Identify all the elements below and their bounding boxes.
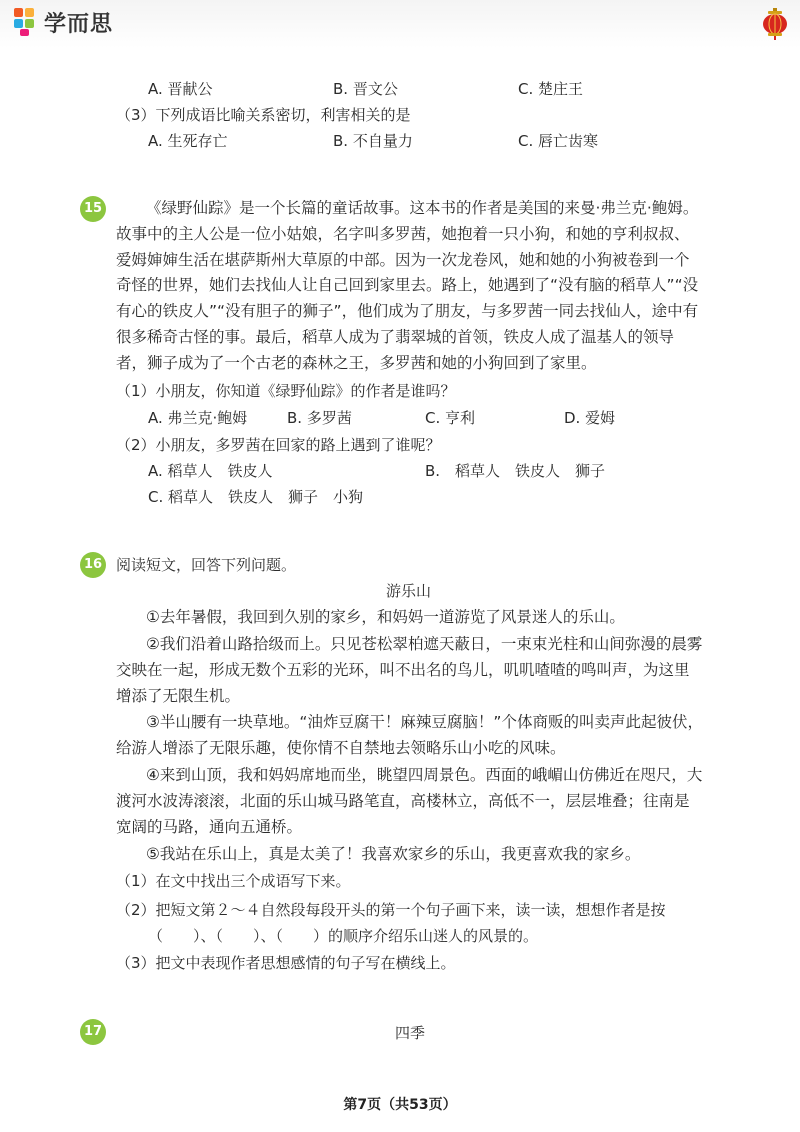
brand-name: 学而思	[44, 11, 114, 37]
q16-sub2-question: （2）把短文第２～４自然段每段开头的第一个句子画下来，读一读，想想作者是按	[116, 901, 666, 919]
q15-sub1-option-d: D. 爱姆	[564, 409, 616, 427]
q16-paragraph-2-text: ②我们沿着山路拾级而上。只见苍松翠柏遮天蔽日，一束束光柱和山间弥漫的晨雾交映在一起，形成无数个五彩的光环，叫不出名的鸟儿，叽叽喳喳的鸣叫声，为这里增添了无限生机。	[116, 635, 703, 705]
page-number: 第7页（共53页）	[343, 1097, 457, 1113]
q16-sub1-question: （1）在文中找出三个成语写下来。	[116, 872, 351, 890]
q16-paragraph-4-text: ④来到山顶，我和妈妈席地而坐，眺望四周景色。西面的峨嵋山仿佛近在咫尺，大渡河水波涛滚滚，北面的乐山城马路笔直，高楼林立，高低不一，层层堆叠；往南是宽阔的马路，通向五通桥。	[116, 766, 703, 836]
q15-sub1-option-a: A. 弗兰克·鲍姆	[148, 409, 248, 427]
q15-sub2-option-c: C. 稻草人 铁皮人 狮子 小狗	[148, 488, 364, 506]
q16-paragraph-2	[116, 632, 704, 709]
q16-instruction: 阅读短文，回答下列问题。	[116, 556, 297, 574]
q14-option-b: B. 晋文公	[333, 80, 398, 98]
q16-paragraph-5-text: ⑤我站在乐山上，真是太美了！我喜欢家乡的乐山，我更喜欢我的家乡。	[146, 845, 641, 863]
q16-sub2-continuation: （ ）、（ ）、（ ）的顺序介绍乐山迷人的风景的。	[148, 927, 539, 945]
q16-paragraph-3-text: ③半山腰有一块草地。“油炸豆腐干！麻辣豆腐脑！”个体商贩的叫卖声此起彼伏，给游人增添了无限乐趣，使你情不自禁地去领略乐山小吃的风味。	[116, 713, 703, 757]
q16-paragraph-5	[116, 842, 704, 868]
q15-sub1-question: （1）小朋友，你知道《绿野仙踪》的作者是谁吗？	[116, 382, 456, 400]
q15-sub1-option-b: B. 多罗茜	[287, 409, 352, 427]
q16-paragraph-1-text: ①去年暑假，我回到久别的家乡，和妈妈一道游览了风景迷人的乐山。	[146, 608, 625, 626]
q15-sub2-option-b: B. 稻草人 铁皮人 狮子	[425, 462, 606, 480]
q15-sub2-option-a: A. 稻草人 铁皮人	[148, 462, 273, 480]
page-header	[0, 0, 800, 48]
q14-sub3-question: （3）下列成语比喻关系密切，利害相关的是	[116, 106, 411, 124]
q16-paragraph-4	[116, 763, 704, 840]
brand-logo	[14, 6, 113, 38]
question-number-badge: 16	[80, 552, 106, 578]
q16-paragraph-3	[116, 710, 704, 762]
q15-passage-text: 《绿野仙踪》是一个长篇的童话故事。这本书的作者是美国的来曼·弗兰克·鲍姆。故事中的主人公是一位小姑娘，名字叫多罗茜，她抱着一只小狗，和她的亨利叔叔、爱姆婶婶生活在堪萨斯州大草原的中部。因为一次龙卷风，她和她的小狗被卷到一个奇怪的世界，她们去找仙人让自己回到家里去。路上，她遇到了“没有脑的稻草人”“没有心的铁皮人”“没有胆子的狮子”，他们成为了朋友，与多罗茜一同去找仙人，途中有很多稀奇古怪的事。最后，稻草人成为了翡翠城的首领，铁皮人成了温基人的领导者，狮子成为了一个古老的森林之王，多罗茜和她的小狗回到了家里。	[116, 199, 699, 372]
question-number-badge: 15	[80, 196, 106, 222]
q15-sub1-option-c: C. 亨利	[425, 409, 476, 427]
q15-sub2-question: （2）小朋友，多罗茜在回家的路上遇到了谁呢？	[116, 436, 441, 454]
q14-option-a: A. 晋献公	[148, 80, 213, 98]
q16-sub3-question: （3）把文中表现作者思想感情的句子写在横线上。	[116, 954, 456, 972]
logo-mark-icon	[14, 8, 40, 36]
q14-sub3-option-c: C. 唇亡齿寒	[518, 132, 599, 150]
question-number-badge: 17	[80, 1019, 106, 1045]
q14-sub3-option-a: A. 生死存亡	[148, 132, 228, 150]
passage-title: 游乐山	[386, 582, 432, 600]
q14-sub3-option-b: B. 不自量力	[333, 132, 413, 150]
q16-paragraph-1	[116, 605, 704, 631]
q14-option-c: C. 楚庄王	[518, 80, 584, 98]
q17-title: 四季	[395, 1024, 426, 1042]
q15-passage	[116, 196, 704, 377]
lantern-icon	[762, 8, 788, 40]
